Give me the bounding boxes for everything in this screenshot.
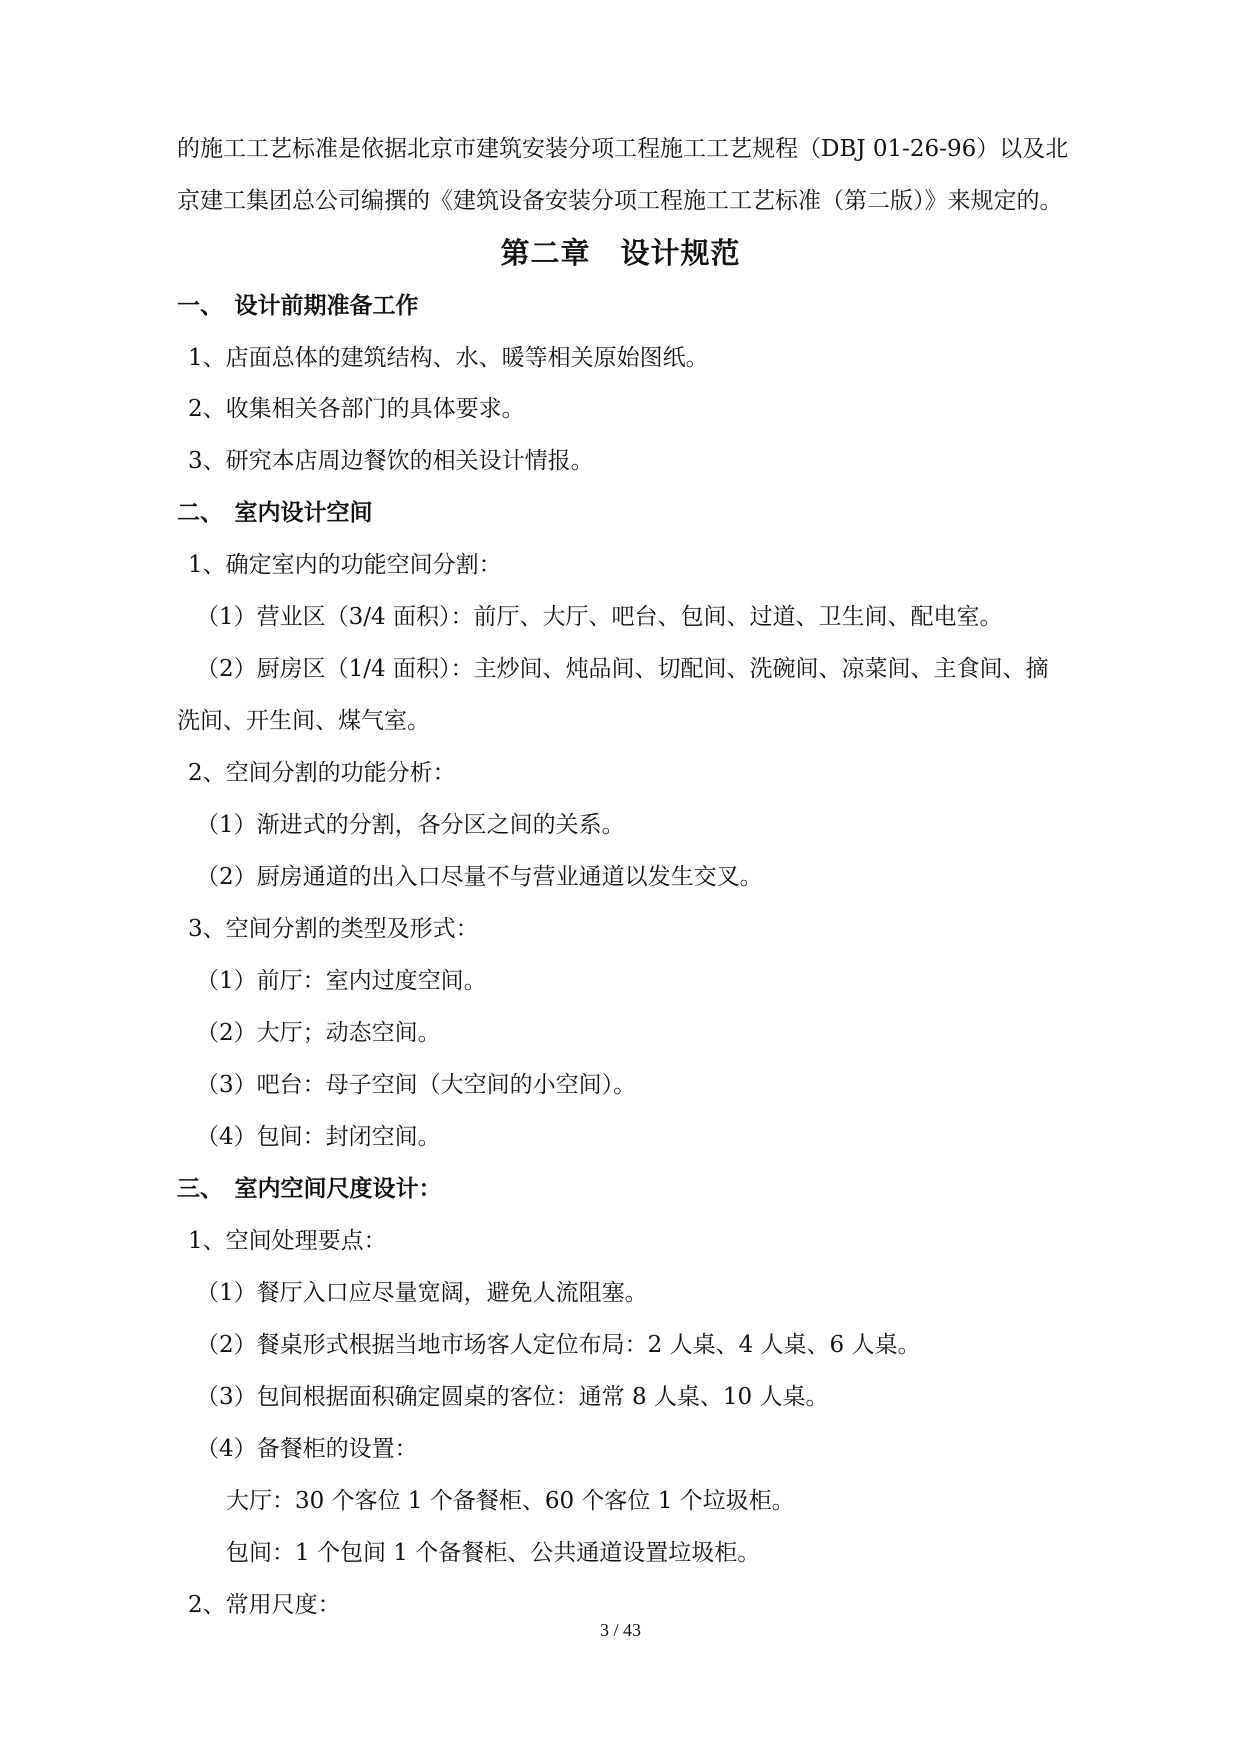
list-item: （2）餐桌形式根据当地市场客人定位布局：2 人桌、4 人桌、6 人桌。 — [196, 1332, 921, 1358]
list-item: 1、空间处理要点： — [188, 1228, 387, 1254]
list-item: 包间：1 个包间 1 个备餐柜、公共通道设置垃圾柜。 — [226, 1540, 761, 1566]
list-item: 大厅：30 个客位 1 个备餐柜、60 个客位 1 个垃圾柜。 — [226, 1488, 795, 1514]
intro-line-2: 京建工集团总公司编撰的《建筑设备安装分项工程施工工艺标准（第二版）》来规定的。 — [177, 188, 1063, 214]
list-item: 1、确定室内的功能空间分割： — [188, 552, 502, 578]
chapter-title: 第二章 设计规范 — [500, 236, 741, 270]
list-item: （1）渐进式的分割，各分区之间的关系。 — [196, 812, 625, 838]
section-heading-3: 三、 室内空间尺度设计： — [177, 1176, 442, 1202]
section-heading-1: 一、 设计前期准备工作 — [177, 293, 419, 319]
section-heading-2: 二、 室内设计空间 — [177, 500, 373, 526]
list-item: （4）备餐柜的设置： — [196, 1436, 418, 1462]
list-item: （1）前厅：室内过度空间。 — [196, 968, 487, 994]
list-item: （2）大厅；动态空间。 — [196, 1020, 441, 1046]
intro-line-1: 的施工工艺标准是依据北京市建筑安装分项工程施工工艺规程（DBJ 01-26-96）以及北 — [177, 136, 1069, 162]
list-item: （3）吧台：母子空间（大空间的小空间）。 — [196, 1072, 637, 1098]
list-item: 3、研究本店周边餐饮的相关设计情报。 — [188, 448, 594, 474]
list-item: （2）厨房区（1/4 面积）：主炒间、炖品间、切配间、洗碗间、凉菜间、主食间、摘 — [196, 656, 1049, 682]
list-item: 2、空间分割的功能分析： — [188, 760, 456, 786]
list-item: （2）厨房通道的出入口尽量不与营业通道以发生交叉。 — [196, 864, 763, 890]
list-item: （3）包间根据面积确定圆桌的客位：通常 8 人桌、10 人桌。 — [196, 1384, 829, 1410]
list-item: 2、收集相关各部门的具体要求。 — [188, 396, 525, 422]
list-item: 2、常用尺度： — [188, 1592, 341, 1618]
list-item: 洗间、开生间、煤气室。 — [177, 708, 430, 734]
list-item: （1）餐厅入口应尽量宽阔，避免人流阻塞。 — [196, 1280, 648, 1306]
list-item: 1、店面总体的建筑结构、水、暖等相关原始图纸。 — [188, 345, 709, 371]
list-item: 3、空间分割的类型及形式： — [188, 916, 479, 942]
list-item: （1）营业区（3/4 面积）：前厅、大厅、吧台、包间、过道、卫生间、配电室。 — [196, 604, 1003, 630]
page-number: 3 / 43 — [599, 1620, 641, 1640]
list-item: （4）包间：封闭空间。 — [196, 1124, 441, 1150]
